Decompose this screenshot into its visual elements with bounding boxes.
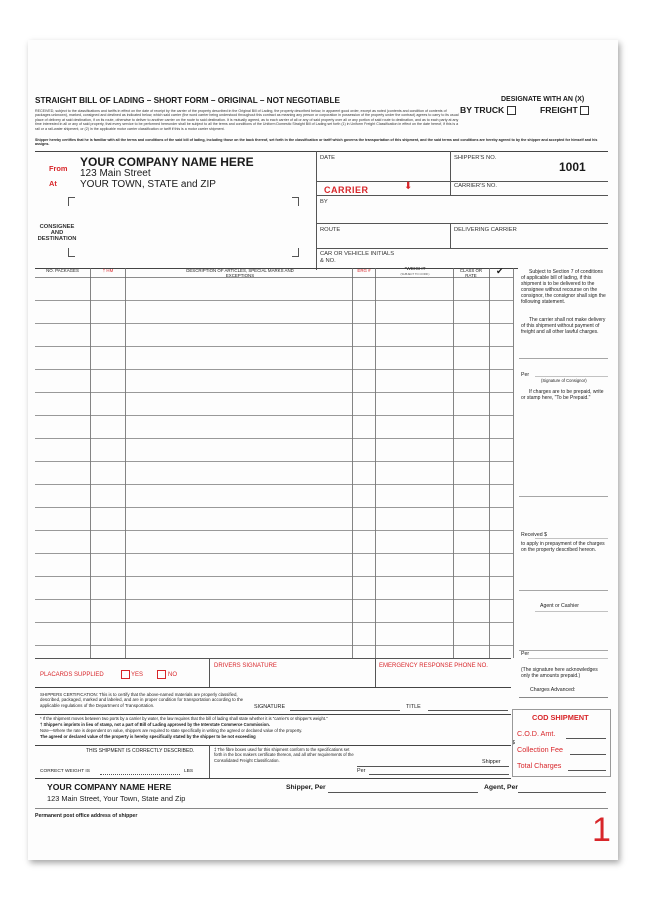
received-terms-continued xyxy=(35,123,460,132)
car-vehicle-label: CAR OR VEHICLE INITIALS & NO. xyxy=(320,251,395,265)
bracket-top-right xyxy=(292,197,299,206)
placards-label: PLACARDS SUPPLIED xyxy=(40,672,104,678)
shipper-city[interactable]: YOUR TOWN, STATE and ZIP xyxy=(80,179,216,190)
placards-no-label: NO xyxy=(168,672,177,678)
correctly-top-rule xyxy=(35,745,511,746)
col-weight: *WEIGHT xyxy=(404,267,426,272)
by-underline xyxy=(316,223,608,224)
form-title: STRAIGHT BILL OF LADING – SHORT FORM – ORIGINAL – NOT NEGOTIABLE xyxy=(35,96,340,105)
placards-yes-label: YES xyxy=(131,672,144,678)
collection-fee-line[interactable] xyxy=(570,754,606,755)
shippers-no-label: SHIPPER'S NO. xyxy=(454,155,497,161)
shipper-per-line[interactable] xyxy=(328,792,478,793)
shipper-label: Shipper xyxy=(482,759,501,765)
by-label: BY xyxy=(320,199,328,205)
shipper-street[interactable]: 123 Main Street xyxy=(80,168,151,179)
freight-label: FREIGHT xyxy=(540,105,578,115)
total-charges-label: Total Charges xyxy=(517,761,562,770)
charges-advanced-label: Charges Advanced: xyxy=(530,687,576,693)
dollar-label: $ xyxy=(512,740,515,746)
charges-advanced-line xyxy=(519,697,608,698)
section-7-text: Subject to Section 7 of conditions of applicable bill of lading, if this shipment is to be delivered to the consignee without recourse on the consignor, the consignor shall sign the following statement. xyxy=(521,269,606,305)
shipper-per-label: Shipper, Per xyxy=(286,784,326,791)
notes-top-rule xyxy=(35,714,511,715)
imprint-note: † Shipper's imprints in lieu of stamp, not a part of Bill of Lading approved by the Interstate Commerce Commission. xyxy=(40,722,270,727)
copy-number: 1 xyxy=(592,811,611,849)
by-truck-option[interactable] xyxy=(460,106,516,115)
correctly-described-label: THIS SHIPMENT IS CORRECTLY DESCRIBED. xyxy=(86,748,195,754)
field-divider-2 xyxy=(450,151,451,195)
bracket-bottom-left xyxy=(68,248,75,257)
field-divider xyxy=(316,151,317,270)
signature-consignor-label: (Signature of Consignor) xyxy=(541,378,587,383)
title-line[interactable] xyxy=(428,710,508,711)
placards-divider xyxy=(209,658,210,687)
bracket-bottom-right xyxy=(292,248,299,257)
shipper-line[interactable] xyxy=(357,766,509,767)
agent-per-line[interactable] xyxy=(518,792,606,793)
check-mark-icon: ✔ xyxy=(496,266,504,276)
shipper-certifies: Shipper hereby certifies that he is familiar with all the terms and conditions of the said bill of lading, including those on the back thereof, set forth in the classification or tariff which governs the transportation of this shipment, and the said terms and conditions are hereby agreed to by the shipper and accepted for himself and his assigns. xyxy=(35,138,598,147)
shipper-company[interactable]: YOUR COMPANY NAME HERE xyxy=(80,155,254,169)
cod-amount-line[interactable] xyxy=(566,738,606,739)
correctly-bottom-rule xyxy=(35,778,511,779)
agreed-value-note: The agreed or declared value of the property is hereby specifically stated by the shipper to be not exceeding xyxy=(40,734,256,739)
received-label: Received $ xyxy=(521,532,547,538)
designate-label: DESIGNATE WITH AN (X) xyxy=(501,96,585,103)
permanent-address-note: Permanent post office address of shipper xyxy=(35,813,138,819)
delivering-carrier-label: DELIVERING CARRIER xyxy=(454,227,517,233)
correct-weight-label: CORRECT WEIGHT IS xyxy=(40,769,90,774)
bill-of-lading-sheet xyxy=(28,40,618,860)
per-label: Per xyxy=(521,372,530,378)
articles-table xyxy=(35,268,608,658)
col-weight-sub: (SUBJECT TO CORR.) xyxy=(400,272,430,276)
per-line[interactable] xyxy=(369,774,509,775)
carriers-no-label: CARRIER'S NO. xyxy=(454,183,497,189)
drivers-signature-label: DRIVERS SIGNATURE xyxy=(214,663,277,669)
prepaid-text: If charges are to be prepaid, write or stamp here, "To be Prepaid." xyxy=(521,389,604,401)
from-label: From xyxy=(49,164,68,173)
date-underline xyxy=(316,181,608,182)
water-note: * If the shipment moves between two ports by a carrier by water, the law requires that the bill of lading shall state whether it is "carrier's or shipper's weight." xyxy=(40,716,328,721)
table-bottom-rule xyxy=(35,658,511,659)
fibre-boxes-text: ‡ The fibre boxes used for this shipment conform to the specifications set forth in the box makers certificate thereon, and all other requirements of the Consolidated Freight Classification. xyxy=(214,747,354,763)
value-note: Note—Where the rate is dependent on value, shippers are required to state specifically in writing the agreed or declared value of the property. xyxy=(40,728,303,733)
per-label-2: Per xyxy=(521,651,530,657)
freight-option[interactable] xyxy=(540,106,589,115)
collection-fee-label: Collection Fee xyxy=(517,745,563,754)
bracket-top-left xyxy=(68,197,75,206)
correctly-divider xyxy=(209,745,210,778)
freight-checkbox[interactable] xyxy=(580,106,589,115)
route-label: ROUTE xyxy=(320,227,341,233)
shippers-number: 1001 xyxy=(559,160,586,174)
signature-label: SIGNATURE xyxy=(254,704,286,710)
col-hm: † HM xyxy=(102,268,114,273)
carrier-underline xyxy=(316,195,608,196)
col-class-rate: CLASS OR RATE xyxy=(459,268,483,278)
placards-no-checkbox[interactable] xyxy=(157,670,166,679)
carrier-label: CARRIER xyxy=(324,185,369,195)
drivers-divider xyxy=(375,658,376,687)
col-erg: ERG # xyxy=(357,268,371,273)
by-truck-label: BY TRUCK xyxy=(460,105,505,115)
col-packages: NO. PACKAGES xyxy=(46,268,79,273)
placards-yes-checkbox[interactable] xyxy=(121,670,130,679)
route-underline xyxy=(316,248,608,249)
footer-company: YOUR COMPANY NAME HERE xyxy=(47,782,172,792)
correct-weight-line[interactable] xyxy=(100,774,180,775)
at-label: At xyxy=(49,179,57,188)
agent-per-label: Agent, Per xyxy=(484,784,518,791)
down-arrow-icon: ⬇ xyxy=(404,181,413,192)
cod-amount-label: C.O.D. Amt. xyxy=(517,729,556,738)
agent-cashier-label: Agent or Cashier xyxy=(540,603,579,609)
consignee-label: CONSIGNEE AND DESTINATION xyxy=(37,224,77,243)
emergency-phone-label: EMERGENCY RESPONSE PHONE NO. xyxy=(379,663,488,669)
signature-ack-text: (The signature here acknowledges only the amounts prepaid.) xyxy=(521,667,598,679)
cod-title: COD SHIPMENT xyxy=(532,713,589,722)
apply-prepayment-text: to apply in prepayment of the charges on the property described hereon. xyxy=(521,541,605,553)
route-divider xyxy=(450,223,451,248)
total-charges-line[interactable] xyxy=(568,770,606,771)
received-terms: RECEIVED, subject to the classifications and tariffs in effect on the date of receipt by the carrier of the property described in the Original Bill of Lading, the property described below, in apparent good order, except as noted (contents and condition of contents of packages unknown), marked, consigned and destined as indicated below, which said carrier (the word carrier being understood throughout this contract as meaning any person or corporation in possession of the property under the contract) agrees to carry to its usual place of delivery at said destination, if on its route, otherwise to deliver to another carrier on the route to said destination. It is mutually agreed, as to each carrier of all or any of said property over all or any portion of said route to destination, and as to each party at any time interested in all or any of said property, that every service to be performed hereunder shall be subject to all the terms and conditions of the Uniform Domestic Straight Bill of Lading set forth (1) in Uniform Freight Classification in effect on the date hereof, if this is a rail or a rail-water shipment, or (2) in the applicable motor carrier classification or tariff if this is a motor carrier shipment. xyxy=(35,109,459,131)
footer-rule xyxy=(35,808,608,809)
by-truck-checkbox[interactable] xyxy=(507,106,516,115)
date-label: DATE xyxy=(320,155,336,161)
footer-address: 123 Main Street, Your Town, State and Zip xyxy=(47,794,186,803)
top-rule xyxy=(35,151,608,152)
shippers-certification-text: SHIPPERS CERTIFICATION: This is to certify that the above-named materials are properly classified, described, packaged, marked and labeled, and are in proper condition for transportation according to the applicable regulations of the Department of Transportation. xyxy=(40,692,244,708)
carrier-delivery-text: The carrier shall not make delivery of this shipment without payment of freight and all other lawful charges. xyxy=(521,317,606,335)
signature-line[interactable] xyxy=(290,710,400,711)
cert-top-rule xyxy=(35,687,511,688)
lbs-label: LBS xyxy=(184,769,194,774)
title-label: TITLE xyxy=(406,704,421,710)
col-description: DESCRIPTION OF ARTICLES, SPECIAL MARKS AND EXCEPTIONS xyxy=(186,268,294,278)
per-label-3: Per xyxy=(357,768,366,774)
